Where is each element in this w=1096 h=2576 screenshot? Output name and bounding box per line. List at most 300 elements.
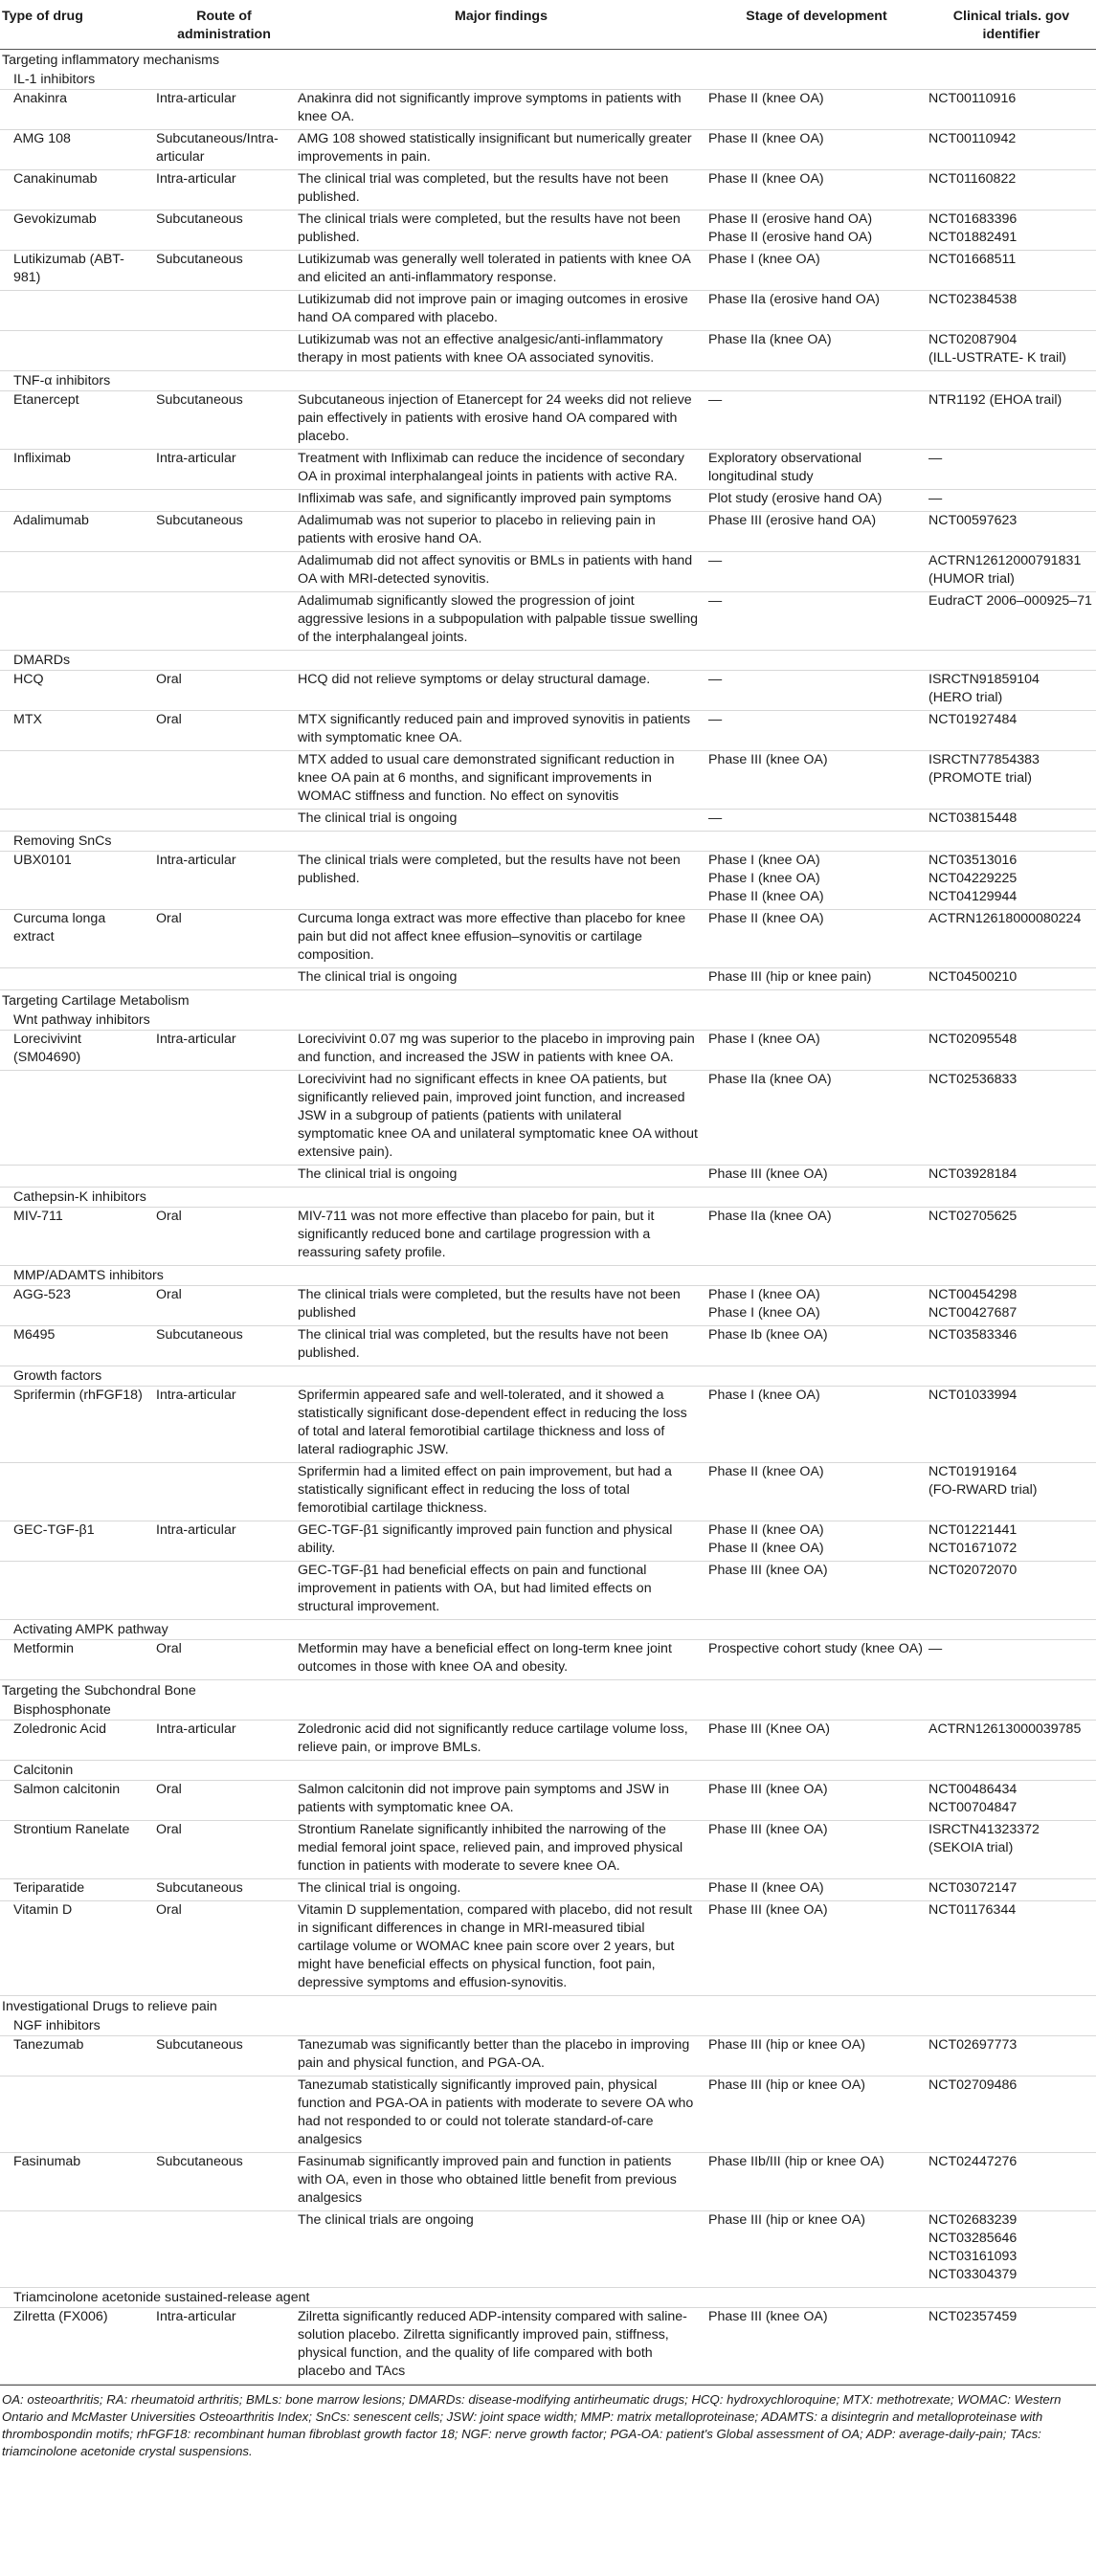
cell-line: ACTRN12612000791831 [928, 553, 1082, 568]
subcategory-label: Bisphosphonate [0, 1700, 1096, 1721]
cell-line: Phase III (hip or knee OA) [708, 2077, 866, 2093]
table-row [0, 2036, 1096, 2076]
finding-cell [296, 251, 706, 291]
cell-line: Lutikizumab did not improve pain or imaging outcomes in erosive hand OA compared with placebo. [298, 292, 688, 325]
cell-line: Tanezumab was significantly better than the placebo in improving pain and physical function, and PGA-OA. [298, 2037, 690, 2071]
cell-line: Lutikizumab was not an effective analgesic/anti-inflammatory therapy in most patients with knee OA associated synovitis. [298, 332, 663, 366]
finding-cell [296, 1640, 706, 1680]
table-row [0, 331, 1096, 371]
finding-cell [296, 490, 706, 512]
stage-cell [706, 852, 927, 910]
stage-cell [706, 1901, 927, 1996]
drug-cell [0, 170, 152, 211]
cell-line: (ILL-USTRATE- K trail) [928, 350, 1066, 366]
stage-cell [706, 1071, 927, 1166]
table-row [0, 1721, 1096, 1761]
table-row [0, 1031, 1096, 1071]
cell-line: NCT02087904 [928, 332, 1018, 347]
route-cell [152, 1071, 296, 1166]
cell-line: Oral [156, 1822, 182, 1837]
stage-cell [706, 1463, 927, 1521]
cell-line: EudraCT 2006–000925–71 [928, 593, 1092, 609]
stage-cell [706, 512, 927, 552]
cell-line: NCT01221441 [928, 1522, 1018, 1538]
stage-cell [706, 1640, 927, 1680]
route-cell [152, 852, 296, 910]
stage-cell [706, 592, 927, 651]
cell-line: Phase II (knee OA) [708, 1541, 824, 1556]
cell-line: Phase II (erosive hand OA) [708, 230, 873, 245]
stage-cell [706, 211, 927, 251]
finding-cell [296, 711, 706, 751]
drug-cell [0, 450, 152, 490]
cell-line: HCQ did not relieve symptoms or delay structural damage. [298, 672, 651, 687]
table-row [0, 1821, 1096, 1879]
table-row [0, 1387, 1096, 1463]
cell-line: Phase II (knee OA) [708, 1880, 824, 1896]
table-row [0, 1286, 1096, 1326]
trial-id-cell [927, 810, 1096, 832]
trial-id-cell [927, 711, 1096, 751]
table-body [0, 50, 1096, 2385]
cell-line: Oral [156, 1782, 182, 1797]
cell-line: NCT01882491 [928, 230, 1018, 245]
drug-cell [0, 130, 152, 170]
trial-id-cell [927, 671, 1096, 711]
finding-cell [296, 1562, 706, 1620]
subcategory-row [0, 70, 1096, 90]
cell-line: Phase II (erosive hand OA) [708, 211, 873, 227]
drug-cell [0, 1781, 152, 1821]
drug-cell [0, 1031, 152, 1071]
cell-line: Etanercept [13, 392, 79, 408]
cell-line: NCT01033994 [928, 1388, 1018, 1403]
cell-line: NCT02536833 [928, 1072, 1018, 1087]
cell-line: Gevokizumab [13, 211, 97, 227]
drug-cell [0, 251, 152, 291]
stage-cell [706, 130, 927, 170]
cell-line: (SEKOIA trial) [928, 1840, 1014, 1855]
route-cell [152, 2036, 296, 2076]
cell-line: ACTRN12613000039785 [928, 1721, 1082, 1737]
cell-line: Phase II (knee OA) [708, 171, 824, 187]
stage-cell [706, 331, 927, 371]
cell-line: AGG-523 [13, 1287, 71, 1302]
cell-line: Lutikizumab was generally well tolerated in patients with knee OA and elicited an anti-inflammatory response. [298, 252, 691, 285]
category-label: Targeting Cartilage Metabolism [2, 993, 190, 1009]
category-row [0, 1680, 1096, 1701]
trial-id-cell [927, 1208, 1096, 1266]
cell-line: Curcuma longa extract was more effective than placebo for knee pain but did not affect knee effusion–synovitis or cartilage composition. [298, 911, 686, 963]
cell-line: Phase I (knee OA) [708, 1287, 820, 1302]
header-route: Route of administration [152, 4, 296, 50]
route-cell [152, 968, 296, 990]
route-cell [152, 1721, 296, 1761]
subcategory-label: Activating AMPK pathway [0, 1620, 1096, 1640]
stage-cell [706, 170, 927, 211]
table-row [0, 1562, 1096, 1620]
cell-line: (PROMOTE trial) [928, 770, 1032, 786]
cell-line: Intra-articular [156, 853, 236, 868]
finding-cell [296, 170, 706, 211]
cell-line: Subcutaneous [156, 392, 243, 408]
finding-cell [296, 1071, 706, 1166]
cell-line: Phase I (knee OA) [708, 871, 820, 886]
drug-cell [0, 810, 152, 832]
cell-line: NCT02705625 [928, 1209, 1018, 1224]
stage-cell [706, 291, 927, 331]
cell-line: NCT03928184 [928, 1166, 1018, 1182]
cell-line: (HERO trial) [928, 690, 1003, 705]
cell-line: Intra-articular [156, 91, 236, 106]
cell-line: Strontium Ranelate [13, 1822, 130, 1837]
cell-line: NCT02095548 [928, 1032, 1018, 1047]
table-row [0, 1901, 1096, 1996]
cell-line: Sprifermin appeared safe and well-tolerated, and it showed a statistically significant dose-dependent effect in reducing the loss of total and lateral femorotibial cartilage thickness and loss of lateral radiographic JSW. [298, 1388, 687, 1457]
cell-line: NCT03285646 [928, 2231, 1018, 2246]
route-cell [152, 1208, 296, 1266]
trial-id-cell [927, 852, 1096, 910]
drug-cell [0, 1326, 152, 1366]
subcategory-label: MMP/ADAMTS inhibitors [0, 1266, 1096, 1286]
route-cell [152, 2308, 296, 2385]
cell-line: Teriparatide [13, 1880, 85, 1896]
finding-cell [296, 211, 706, 251]
finding-cell [296, 291, 706, 331]
cell-line: NCT03072147 [928, 1880, 1018, 1896]
trial-id-cell [927, 450, 1096, 490]
finding-cell [296, 1326, 706, 1366]
table-row [0, 391, 1096, 450]
drug-cell [0, 1208, 152, 1266]
subcategory-label: Growth factors [0, 1366, 1096, 1387]
cell-line: AMG 108 showed statistically insignificant but numerically greater improvements in pain. [298, 131, 692, 165]
cell-line: Adalimumab [13, 513, 89, 528]
table-row [0, 2211, 1096, 2288]
cell-line: Phase I (knee OA) [708, 1305, 820, 1321]
cell-line: Phase I (knee OA) [708, 853, 820, 868]
finding-cell [296, 512, 706, 552]
drug-cell [0, 711, 152, 751]
trial-id-cell [927, 1521, 1096, 1562]
cell-line: — [708, 712, 723, 727]
table-row [0, 2076, 1096, 2153]
table-row [0, 751, 1096, 810]
finding-cell [296, 1901, 706, 1996]
trial-id-cell [927, 490, 1096, 512]
cell-line: Subcutaneous injection of Etanercept for 24 weeks did not relieve pain effectively in patients with erosive hand OA compared with placebo. [298, 392, 692, 444]
cell-line: Oral [156, 911, 182, 926]
finding-cell [296, 552, 706, 592]
cell-line: MIV-711 was not more effective than placebo for pain, but it significantly reduced bone and cartilage progression with a reassuring safety profile. [298, 1209, 655, 1260]
cell-line: NCT00110916 [928, 91, 1017, 106]
cell-line: Intra-articular [156, 451, 236, 466]
cell-line: HCQ [13, 672, 44, 687]
cell-line: NCT02709486 [928, 2077, 1018, 2093]
finding-cell [296, 1721, 706, 1761]
table-row [0, 490, 1096, 512]
cell-line: Phase III (hip or knee OA) [708, 2212, 866, 2228]
cell-line: NCT03304379 [928, 2267, 1018, 2282]
cell-line: Zilretta (FX006) [13, 2309, 108, 2324]
finding-cell [296, 2211, 706, 2288]
stage-cell [706, 1208, 927, 1266]
cell-line: Adalimumab did not affect synovitis or BMLs in patients with hand OA with MRI-detected synovitis. [298, 553, 693, 587]
subcategory-row [0, 832, 1096, 852]
stage-cell [706, 2153, 927, 2211]
table-row [0, 1640, 1096, 1680]
route-cell [152, 1562, 296, 1620]
trial-id-cell [927, 170, 1096, 211]
subcategory-row [0, 1188, 1096, 1208]
trial-id-cell [927, 1821, 1096, 1879]
route-cell [152, 391, 296, 450]
cell-line: Infliximab [13, 451, 71, 466]
stage-cell [706, 1387, 927, 1463]
finding-cell [296, 391, 706, 450]
subcategory-row [0, 651, 1096, 671]
stage-cell [706, 1286, 927, 1326]
cell-line: Fasinumab [13, 2154, 81, 2169]
route-cell [152, 2076, 296, 2153]
trial-id-cell [927, 1031, 1096, 1071]
table-row [0, 671, 1096, 711]
route-cell [152, 1821, 296, 1879]
cell-line: MTX significantly reduced pain and improved synovitis in patients with symptomatic knee OA. [298, 712, 691, 745]
trial-id-cell [927, 910, 1096, 968]
cell-line: Subcutaneous [156, 2037, 243, 2053]
category-row [0, 50, 1096, 71]
subcategory-label: Wnt pathway inhibitors [0, 1010, 1096, 1031]
cell-line: Phase III (knee OA) [708, 752, 828, 767]
trial-id-cell [927, 2076, 1096, 2153]
stage-cell [706, 2308, 927, 2385]
stage-cell [706, 1326, 927, 1366]
cell-line: Salmon calcitonin [13, 1782, 121, 1797]
cell-line: Vitamin D [13, 1902, 73, 1918]
trial-id-cell [927, 90, 1096, 130]
cell-line: The clinical trials were completed, but the results have not been published. [298, 853, 681, 886]
cell-line: NCT00110942 [928, 131, 1017, 146]
finding-cell [296, 1387, 706, 1463]
drug-cell [0, 1166, 152, 1188]
cell-line: GEC-TGF-β1 had beneficial effects on pain and functional improvement in patients with OA, but had limited effects on structural improvement. [298, 1563, 652, 1614]
drug-cell [0, 1721, 152, 1761]
cell-line: Phase III (Knee OA) [708, 1721, 830, 1737]
stage-cell [706, 251, 927, 291]
stage-cell [706, 90, 927, 130]
stage-cell [706, 1879, 927, 1901]
route-cell [152, 1901, 296, 1996]
header-trial-identifier: Clinical trials. gov identifier [927, 4, 1096, 50]
cell-line: MTX added to usual care demonstrated significant reduction in knee OA pain at 6 months, and significant improvements in WOMAC stiffness and function. No effect on synovitis [298, 752, 675, 804]
trial-id-cell [927, 1286, 1096, 1326]
cell-line: Strontium Ranelate significantly inhibited the narrowing of the medial femoral joint space, relieved pain, and improved physical function in patients with moderate to severe knee OA. [298, 1822, 683, 1874]
trial-id-cell [927, 291, 1096, 331]
cell-line: — [708, 553, 723, 568]
drug-cell [0, 1562, 152, 1620]
finding-cell [296, 331, 706, 371]
finding-cell [296, 592, 706, 651]
category-label: Targeting inflammatory mechanisms [2, 53, 220, 68]
cell-line: — [708, 392, 723, 408]
cell-line: Phase III (hip or knee OA) [708, 2037, 866, 2053]
cell-line: Intra-articular [156, 2309, 236, 2324]
trial-id-cell [927, 592, 1096, 651]
cell-line: Sprifermin had a limited effect on pain improvement, but had a statistically significant effect in reducing the loss of total femorotibial cartilage thickness. [298, 1464, 672, 1516]
cell-line: Subcutaneous [156, 211, 243, 227]
table-row [0, 1208, 1096, 1266]
cell-line: GEC-TGF-β1 [13, 1522, 95, 1538]
category-row [0, 1996, 1096, 2017]
cell-line: Phase III (knee OA) [708, 1822, 828, 1837]
table-row [0, 251, 1096, 291]
cell-line: Intra-articular [156, 1388, 236, 1403]
cell-line: — [928, 451, 943, 466]
table-row [0, 1166, 1096, 1188]
drug-cell [0, 291, 152, 331]
drug-cell [0, 90, 152, 130]
finding-cell [296, 1521, 706, 1562]
cell-line: Fasinumab significantly improved pain and function in patients with OA, even in those who obtained little benefit from previous analgesics [298, 2154, 677, 2206]
cell-line: Phase III (knee OA) [708, 1563, 828, 1578]
route-cell [152, 810, 296, 832]
trial-id-cell [927, 1721, 1096, 1761]
route-cell [152, 592, 296, 651]
table-row [0, 211, 1096, 251]
cell-line: NCT01919164 [928, 1464, 1018, 1479]
route-cell [152, 170, 296, 211]
table-row [0, 512, 1096, 552]
cell-line: NCT03161093 [928, 2249, 1018, 2264]
cell-line: NCT02357459 [928, 2309, 1018, 2324]
table-row [0, 2308, 1096, 2385]
finding-cell [296, 751, 706, 810]
route-cell [152, 291, 296, 331]
cell-line: The clinical trials are ongoing [298, 2212, 474, 2228]
cell-line: NCT02683239 [928, 2212, 1018, 2228]
trial-id-cell [927, 2308, 1096, 2385]
route-cell [152, 910, 296, 968]
drug-cell [0, 1879, 152, 1901]
trial-id-cell [927, 331, 1096, 371]
stage-cell [706, 450, 927, 490]
cell-line: The clinical trial is ongoing [298, 969, 458, 985]
finding-cell [296, 1031, 706, 1071]
drug-cell [0, 512, 152, 552]
cell-line: Zoledronic acid did not significantly reduce cartilage volume loss, relieve pain, or improve BMLs. [298, 1721, 688, 1755]
cell-line: Metformin [13, 1641, 75, 1656]
cell-line: Phase I (knee OA) [708, 1388, 820, 1403]
cell-line: Oral [156, 1641, 182, 1656]
finding-cell [296, 2308, 706, 2385]
cell-line: — [708, 672, 723, 687]
table-row [0, 2153, 1096, 2211]
route-cell [152, 1640, 296, 1680]
finding-cell [296, 968, 706, 990]
cell-line: NCT02697773 [928, 2037, 1018, 2053]
trial-id-cell [927, 1387, 1096, 1463]
cell-line: The clinical trial is ongoing [298, 1166, 458, 1182]
cell-line: NCT03815448 [928, 811, 1018, 826]
cell-line: NCT04229225 [928, 871, 1018, 886]
cell-line: Anakinra [13, 91, 67, 106]
drug-cell [0, 852, 152, 910]
subcategory-row [0, 1700, 1096, 1721]
table-row [0, 1463, 1096, 1521]
drug-cell [0, 490, 152, 512]
finding-cell [296, 810, 706, 832]
cell-line: Curcuma longa extract [13, 911, 106, 944]
cell-line: Phase IIa (knee OA) [708, 1209, 832, 1224]
cell-line: (FO-RWARD trial) [928, 1482, 1038, 1498]
cell-line: Canakinumab [13, 171, 98, 187]
cell-line: NCT04129944 [928, 889, 1018, 904]
table-row [0, 90, 1096, 130]
finding-cell [296, 2076, 706, 2153]
cell-line: Phase I (knee OA) [708, 252, 820, 267]
drug-cell [0, 1521, 152, 1562]
cell-line: Phase II (knee OA) [708, 1522, 824, 1538]
route-cell [152, 1387, 296, 1463]
drug-cell [0, 1463, 152, 1521]
subcategory-row [0, 2016, 1096, 2036]
cell-line: Intra-articular [156, 171, 236, 187]
cell-line: NCT02072070 [928, 1563, 1018, 1578]
cell-line: Subcutaneous/Intra-articular [156, 131, 279, 165]
cell-line: ISRCTN91859104 [928, 672, 1040, 687]
route-cell [152, 1463, 296, 1521]
trial-id-cell [927, 1562, 1096, 1620]
cell-line: Phase III (erosive hand OA) [708, 513, 877, 528]
route-cell [152, 671, 296, 711]
cell-line: Phase II (knee OA) [708, 911, 824, 926]
cell-line: Salmon calcitonin did not improve pain symptoms and JSW in patients with symptomatic knee OA. [298, 1782, 669, 1815]
cell-line: NCT00454298 [928, 1287, 1018, 1302]
drug-cell [0, 391, 152, 450]
cell-line: NCT03513016 [928, 853, 1018, 868]
cell-line: Phase Ib (knee OA) [708, 1327, 828, 1343]
finding-cell [296, 1821, 706, 1879]
cell-line: Phase III (knee OA) [708, 1782, 828, 1797]
cell-line: NCT01683396 [928, 211, 1018, 227]
stage-cell [706, 1562, 927, 1620]
stage-cell [706, 671, 927, 711]
cell-line: Adalimumab was not superior to placebo in relieving pain in patients with erosive hand OA. [298, 513, 656, 546]
route-cell [152, 211, 296, 251]
cell-line: Phase IIa (knee OA) [708, 332, 832, 347]
cell-line: NCT02447276 [928, 2154, 1018, 2169]
cell-line: Phase II (knee OA) [708, 131, 824, 146]
header-major-findings: Major findings [296, 4, 706, 50]
cell-line: The clinical trials were completed, but the results have not been published. [298, 211, 681, 245]
stage-cell [706, 1521, 927, 1562]
stage-cell [706, 968, 927, 990]
route-cell [152, 2211, 296, 2288]
cell-line: Oral [156, 1287, 182, 1302]
finding-cell [296, 852, 706, 910]
cell-line: ACTRN12618000080224 [928, 911, 1082, 926]
cell-line: Oral [156, 672, 182, 687]
table-row [0, 852, 1096, 910]
table-header [0, 4, 1096, 50]
cell-line: Exploratory observational longitudinal study [708, 451, 862, 484]
cell-line: Phase III (knee OA) [708, 1166, 828, 1182]
cell-line: NCT04500210 [928, 969, 1018, 985]
trial-id-cell [927, 751, 1096, 810]
cell-line: The clinical trials were completed, but the results have not been published [298, 1287, 681, 1321]
category-row [0, 990, 1096, 1011]
